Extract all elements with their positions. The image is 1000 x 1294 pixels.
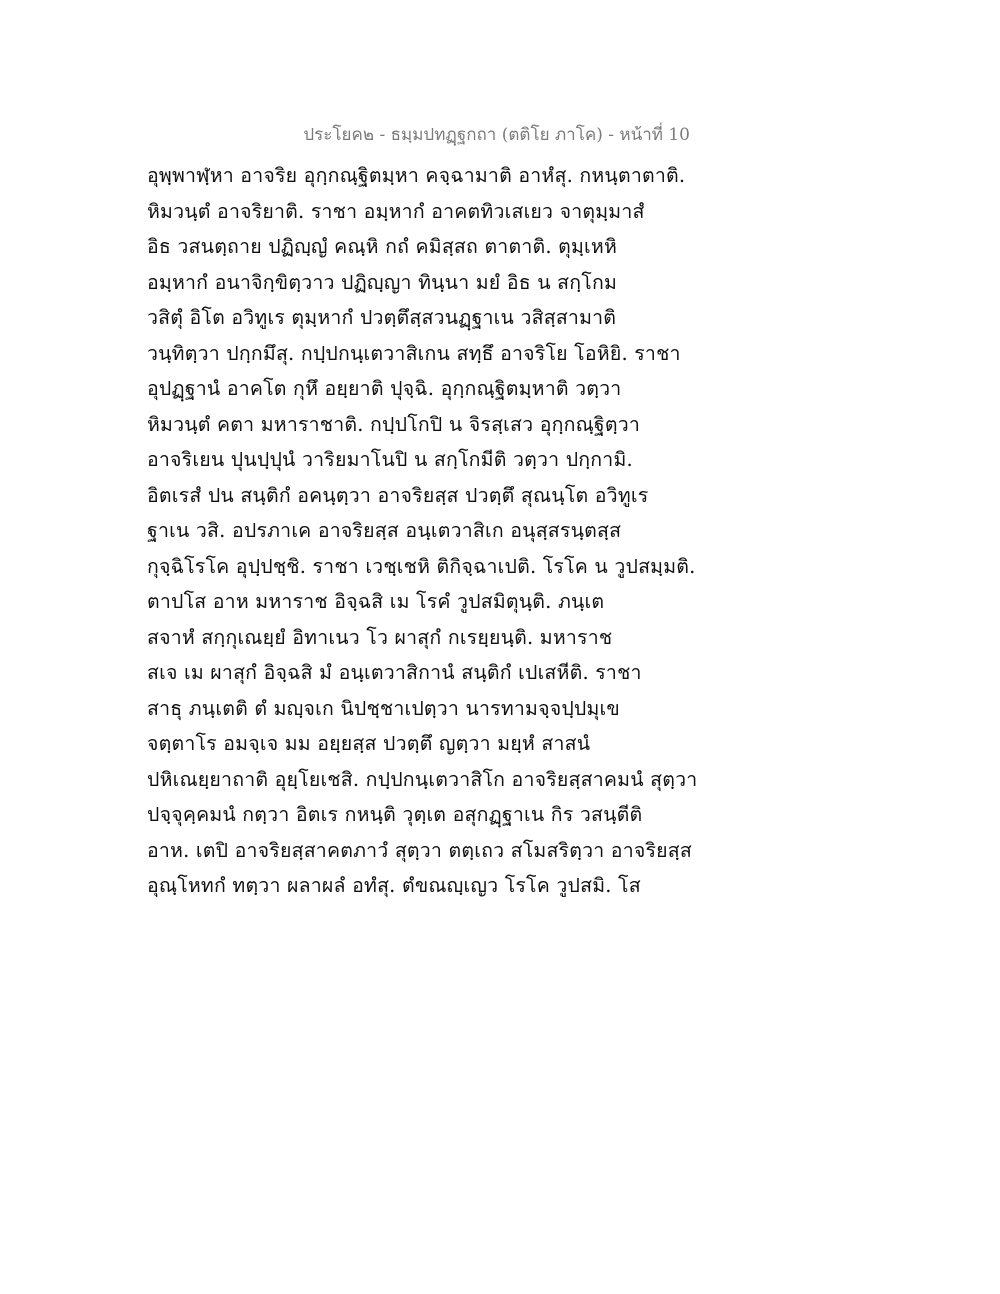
text-line: กุจฺฉิโรโค อุปฺปชฺชิ. ราชา เวชฺเชหิ ติกิจฺฉาเปติ. โรโค น วูปสมฺมติ. — [147, 554, 696, 578]
text-line: สาธุ ภนฺเตติ ตํ มญฺจเก นิปชฺชาเปตฺวา นารทามจฺจปฺปมุเข — [147, 696, 620, 720]
text-line: อุณฺโหทกํ ทตฺวา ผลาผลํ อทํสุ. ตํขณญฺเญว โรโค วูปสมิ. โส — [147, 874, 641, 897]
text-line: อาห. เตปิ อาจริยสฺสาคตภาวํ สุตฺวา ตตฺเถว สโมสริตฺวา อาจริยสฺส — [147, 838, 692, 862]
text-line: สจาหํ สกฺกุเณยฺยํ อิทาเนว โว ผาสุกํ กเรยฺยนฺติ. มหาราช — [147, 625, 613, 649]
text-line: ปหิเณยฺยาถาติ อุยฺโยเชสิ. กปฺปกนฺเตวาสิโก อาจริยสฺสาคมนํ สุตฺวา — [147, 767, 698, 791]
text-line: วนฺทิตฺวา ปกฺกมึสุ. กปฺปกนฺเตวาสิเกน สทฺธึ อาจริโย โอหิยิ. ราชา — [147, 341, 681, 365]
text-line: สเจ เม ผาสุกํ อิจฺฉสิ มํ อนฺเตวาสิกานํ สนฺติกํ เปเสหีติ. ราชา — [147, 661, 642, 684]
text-line: จตฺตาโร อมจฺเจ มม อยฺยสฺส ปวตฺตึ ญตฺวา มยฺหํ สาสนํ — [147, 732, 591, 755]
text-line: อาจริเยน ปุนปฺปุนํ วาริยมาโนปิ น สกฺโกมีติ วตฺวา ปกฺกามิ. — [147, 448, 633, 471]
text-line: อิธ วสนตฺถาย ปฏิญฺญํ คณฺหิ กถํ คมิสฺสถ ตาตาติ. ตุมฺเหหิ — [147, 235, 618, 258]
text-line: ฐาเน วสิ. อปรภาเค อาจริยสฺส อนฺเตวาสิเก อนุสฺสรนฺตสฺส — [147, 519, 622, 542]
text-line: อุปฏฺฐานํ อาคโต กุหึ อยฺยาติ ปุจฺฉิ. อุกฺกณฺฐิตมฺหาติ วตฺวา — [147, 377, 622, 400]
text-line: ปจฺจุคฺคมนํ กตฺวา อิตเร กหนฺติ วุตฺเต อสุกฏฺฐาเน กิร วสนฺตีติ — [147, 803, 643, 826]
text-line: อมฺหากํ อนาจิกฺขิตฺวาว ปฏิญฺญา ทินฺนา มยํ อิธ น สกฺโกม — [147, 270, 618, 294]
text-line: อิตเรสํ ปน สนฺติกํ อคนฺตฺวา อาจริยสฺส ปวตฺตึ สุณนฺโต อวิทูเร — [147, 483, 649, 507]
running-header: ประโยค๒ - ธมฺมปทฏฺฐกถา (ตติโย ภาโค) - หน้าที่ 10 — [303, 125, 690, 145]
text-line: วสิตุํ อิโต อวิทูเร ตุมฺหากํ ปวตฺตึสฺสวนฏฺฐาเน วสิสฺสามาติ — [147, 306, 617, 329]
body-text — [147, 158, 707, 904]
text-line: หิมวนฺตํ อาจริยาติ. ราชา อมฺหากํ อาคตทิวเสเยว จาตุมฺมาสํ — [147, 199, 645, 223]
text-line: อุพฺพาฬฺหา อาจริย อุกฺกณฺฐิตมฺหา คจฺฉามาติ อาหํสุ. กหนฺตาตาติ. — [147, 164, 686, 187]
text-line: หิมวนฺตํ คตา มหาราชาติ. กปฺปโกปิ น จิรสฺเสว อุกฺกณฺฐิตฺวา — [147, 412, 641, 436]
text-line: ตาปโส อาห มหาราช อิจฺฉสิ เม โรคํ วูปสมิตุนฺติ. ภนฺเต — [147, 590, 605, 613]
